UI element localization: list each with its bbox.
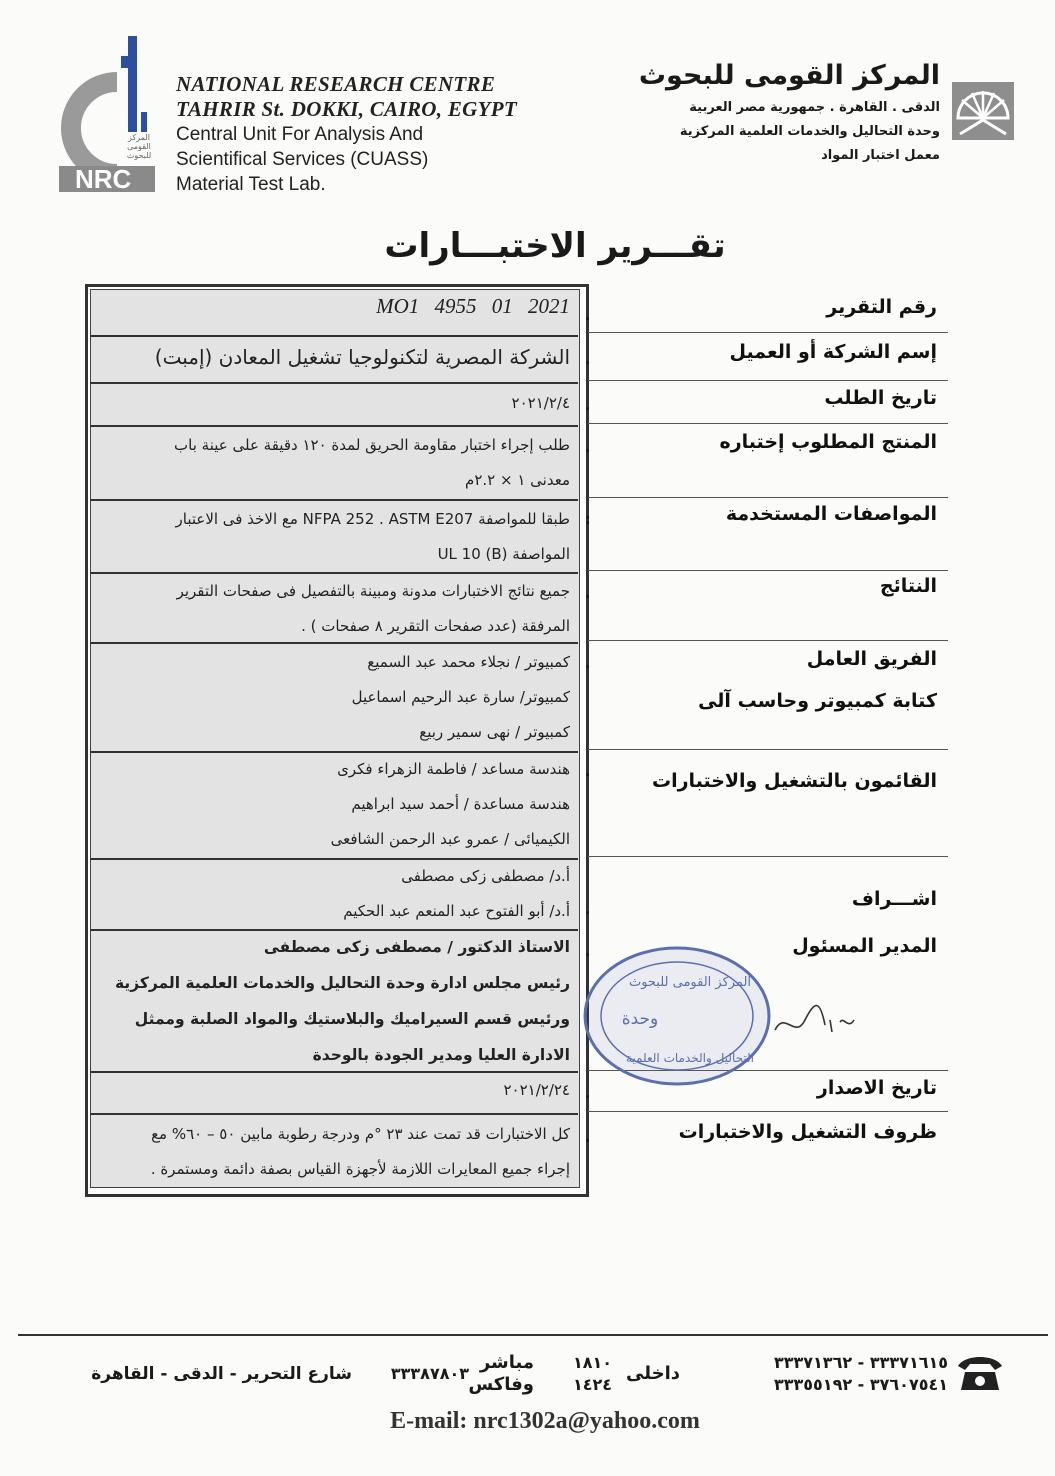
supervisor: أ.د/ مصطفى زكى مصطفى — [401, 867, 570, 885]
phone-icon — [955, 1352, 1005, 1392]
ar-line-2: وحدة التحاليل والخدمات العلمية المركزية — [679, 124, 940, 139]
manager-line: ورئيس قسم السيراميك والبلاستيك والمواد الصلبة وممثل — [134, 1010, 570, 1028]
value-request-date: ٢٠٢١/٢/٤ — [511, 394, 570, 412]
colon: : — [585, 512, 591, 528]
conditions-line: إجراء جميع المعايرات اللازمة لأجهزة القياس بصفة دائمة ومستمرة . — [150, 1160, 570, 1178]
results-line: جميع نتائج الاختبارات مدونة ومبينة بالتفصيل فى صفحات التقرير — [176, 582, 570, 600]
colon: . — [585, 308, 591, 324]
value-company: الشركة المصرية لتكنولوجيا تشغيل المعادن (إمبت) — [154, 345, 570, 369]
colon: . — [585, 944, 591, 960]
value-working-team — [92, 645, 576, 750]
direct-label: مباشر — [479, 1352, 534, 1373]
operator: الكيميائى / عمرو عبد الرحمن الشافعى — [330, 830, 570, 848]
manager-line: الادارة العليا ومدير الجودة بالوحدة — [312, 1046, 570, 1064]
row-divider — [90, 499, 578, 501]
logo-text-3: للبحوث — [126, 151, 152, 160]
label-report-number: رقم التقرير — [826, 296, 937, 318]
operator: هندسة مساعد / فاطمة الزهراء فكرى — [337, 760, 570, 778]
label-results: النتائج — [879, 575, 937, 597]
label-supervision: اشـــراف — [851, 888, 937, 910]
phone-line: ٣٣٣٧١٦١٥ - ٣٣٣٧١٣٦٢ — [773, 1353, 948, 1372]
value-specifications — [92, 502, 576, 572]
manager-line: الاستاذ الدكتور / مصطفى زكى مصطفى — [263, 938, 570, 956]
team-member: كمبيوتر / نجلاء محمد عبد السميع — [367, 653, 570, 671]
stamp-text-3: التحاليل والخدمات العلمية — [626, 1051, 754, 1065]
nrc-logo — [55, 36, 160, 196]
label-typing: كتابة كمبيوتر وحاسب آلى — [698, 690, 937, 712]
operator: هندسة مساعدة / أحمد سيد ابراهيم — [351, 795, 570, 813]
direct-fax-label — [468, 1352, 534, 1396]
label-specifications: المواصفات المستخدمة — [725, 503, 937, 525]
row-divider — [90, 1113, 578, 1115]
email: E-mail: nrc1302a@yahoo.com — [390, 1408, 700, 1434]
label-rule — [588, 570, 948, 571]
label-working-team: الفريق العامل — [806, 648, 937, 670]
label-conditions: ظروف التشغيل والاختبارات — [678, 1121, 937, 1143]
address: شارع التحرير - الدقى - القاهرة — [91, 1364, 352, 1384]
arabic-header — [610, 56, 940, 168]
label-rule — [588, 332, 948, 333]
phone-line: ٣٧٦٠٧٥٤١ - ٣٣٣٥٥١٩٢ — [773, 1375, 948, 1394]
spec-line: طبقا للمواصفة NFPA 252 . ASTM E207 مع الاخذ فى الاعتبار — [175, 510, 570, 528]
value-results — [92, 574, 576, 644]
report-title: تقـــرير الاختبـــارات — [384, 226, 726, 266]
value-supervision — [92, 859, 576, 929]
label-rule — [588, 423, 948, 424]
logo-text-2: القومى — [127, 142, 151, 151]
row-divider — [90, 425, 578, 427]
label-operators: القائمون بالتشغيل والاختبارات — [652, 770, 937, 792]
en-line-3: Central Unit For Analysis And — [176, 124, 424, 145]
en-line-4: Scientifical Services (CUASS) — [176, 149, 429, 170]
value-operators — [92, 752, 576, 857]
colon: . — [585, 586, 591, 602]
product-line: معدنى ١ × ٢.٢م — [465, 471, 570, 489]
team-member: كمبيوتر / نهى سمير ربيع — [419, 723, 570, 741]
center-emblem — [952, 82, 1014, 140]
value-manager — [92, 929, 576, 1073]
label-rule — [588, 749, 948, 750]
extension-label: داخلى — [626, 1363, 680, 1384]
label-rule — [588, 640, 948, 641]
label-issue-date: تاريخ الاصدار — [816, 1077, 937, 1099]
extension-value: ١٤٢٤ — [572, 1375, 612, 1394]
colon: . — [585, 1130, 591, 1146]
label-request-date: تاريخ الطلب — [824, 387, 937, 409]
colon: . — [585, 1086, 591, 1102]
value-report-number: MO1 4955 01 2021 — [376, 294, 570, 318]
logo-letters: NRC — [75, 164, 132, 194]
label-rule — [588, 856, 948, 857]
en-line-2: TAHRIR St. DOKKI, CAIRO, EGYPT — [176, 97, 517, 121]
english-header — [176, 72, 596, 197]
conditions-line: كل الاختبارات قد تمت عند ٢٣ °م ودرجة رطوبة مابين ٥٠ – ٦٠% مع — [151, 1125, 570, 1143]
extension-values — [560, 1352, 612, 1396]
team-member: كمبيوتر/ سارة عبد الرحيم اسماعيل — [351, 688, 570, 706]
value-issue-date: ٢٠٢١/٢/٢٤ — [503, 1081, 570, 1099]
label-company: إسم الشركة أو العميل — [729, 341, 937, 363]
label-rule — [588, 1111, 948, 1112]
label-rule — [588, 497, 948, 498]
colon: . — [585, 656, 591, 672]
results-line: المرفقة (عدد صفحات التقرير ٨ صفحات ) . — [301, 617, 570, 635]
stamp-text-1: المركز القومى للبحوث — [628, 975, 752, 990]
colon: . — [585, 902, 591, 918]
value-conditions — [92, 1117, 576, 1187]
en-line-1: NATIONAL RESEARCH CENTRE — [176, 72, 496, 96]
extension-value: ١٨١٠ — [572, 1353, 612, 1372]
colon: . — [585, 352, 591, 368]
colon: . — [585, 440, 591, 456]
colon: . — [585, 764, 591, 780]
stamp-text-2: وحدة — [621, 1009, 659, 1029]
label-manager: المدير المسئول — [792, 935, 937, 957]
ar-title: المركز القومى للبحوث — [638, 60, 940, 91]
supervisor: أ.د/ أبو الفتوح عبد المنعم عبد الحكيم — [343, 902, 570, 920]
label-product: المنتج المطلوب إختباره — [719, 431, 937, 453]
en-line-5: Material Test Lab. — [176, 174, 326, 195]
product-line: طلب إجراء اختبار مقاومة الحريق لمدة ١٢٠ دقيقة على عينة باب — [174, 436, 570, 454]
fax-label: وفاكس — [468, 1374, 534, 1395]
ar-line-3: معمل اختبار المواد — [821, 148, 940, 163]
manager-line: رئيس مجلس ادارة وحدة التحاليل والخدمات العلمية المركزية — [114, 974, 570, 992]
row-divider — [90, 335, 578, 337]
phone-numbers — [748, 1352, 948, 1396]
colon: . — [585, 398, 591, 414]
label-rule — [588, 380, 948, 381]
direct-number: ٣٣٣٨٧٨٠٣ — [390, 1364, 469, 1383]
ar-line-1: الدقى . القاهرة . جمهورية مصر العربية — [689, 100, 940, 115]
value-product — [92, 428, 576, 498]
official-stamp — [580, 944, 775, 1089]
row-divider — [90, 382, 578, 384]
signature — [770, 990, 865, 1050]
spec-line: المواصفة UL 10 (B) — [437, 545, 570, 563]
footer-rule — [18, 1334, 1048, 1336]
logo-text-1: المركز — [128, 133, 150, 142]
